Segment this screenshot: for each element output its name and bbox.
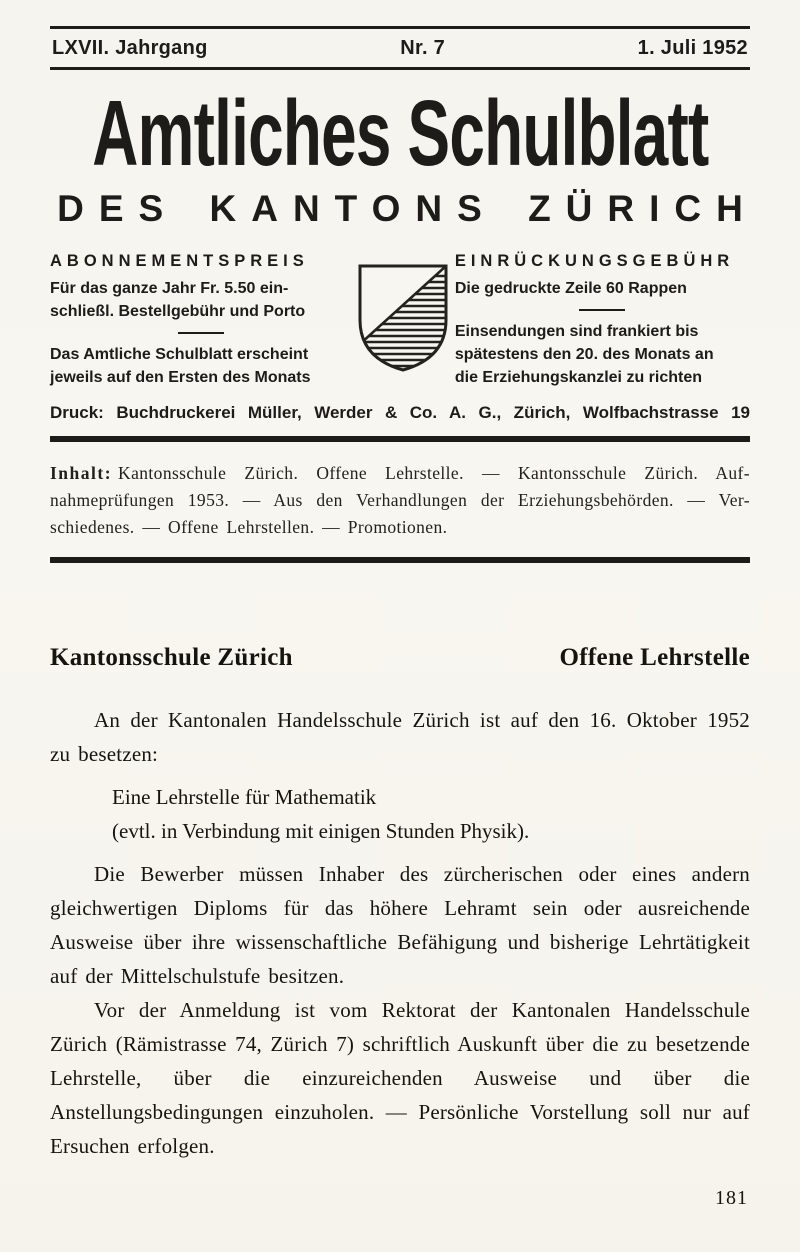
- masthead-info-block: [50, 250, 750, 389]
- vacancy-line-2: (evtl. in Verbindung mit einigen Stunden Physik).: [112, 819, 530, 843]
- info-line: die Erziehungskanzlei zu richten: [454, 369, 703, 386]
- toc-text: Kantonsschule Zürich. Offene Lehrstelle. — Kantonsschule Zürich. Auf-: [118, 463, 750, 483]
- printer-line: Druck: Buchdruckerei Müller, Werder & Co. A. G., Zürich, Wolfbachstrasse 19: [50, 403, 750, 422]
- zurich-coat-of-arms-icon: [353, 262, 453, 374]
- table-of-contents: [50, 460, 750, 541]
- insertion-fee-heading: EINRÜCKUNGSGEBÜHR: [454, 252, 735, 270]
- subscription-info-column: [50, 250, 351, 389]
- toc-line: nahmeprüfungen 1953. — Aus den Verhandlungen der Erziehungsbehörden. — Ver-: [50, 490, 750, 510]
- article-headings-row: [50, 641, 750, 675]
- divider-dash: [178, 332, 224, 334]
- volume-label: LXVII. Jahrgang: [52, 37, 208, 59]
- header-rule: [50, 67, 750, 70]
- vacancy-line-1: Eine Lehrstelle für Mathematik: [112, 785, 377, 809]
- issue-number: Nr. 7: [400, 37, 446, 59]
- body-paragraph-2: Die Bewerber müssen Inhaber des zürcherischen oder eines andern gleichwertigen Diploms für das höhere Lehramt sein oder ausreichende Ausweise über ihre wissenschaftliche Befähigung und bisherige Lehrtätigkeit auf der Mittelschulstufe besitzen.: [50, 862, 750, 988]
- toc-line: schiedenes. — Offene Lehrstellen. — Promotionen.: [50, 517, 448, 537]
- toc-line: [50, 460, 750, 487]
- info-line: schließl. Bestellgebühr und Porto: [50, 303, 306, 320]
- article-section: [50, 641, 750, 1163]
- info-line: Einsendungen sind frankiert bis: [454, 323, 699, 340]
- page-number: 181: [715, 1187, 748, 1209]
- subscription-heading: ABONNEMENTSPREIS: [50, 252, 309, 270]
- masthead-title-wrap: [50, 80, 750, 186]
- masthead-subtitle: DES KANTONS ZÜRICH: [57, 188, 758, 229]
- info-line: Das Amtliche Schulblatt erscheint: [50, 346, 309, 363]
- info-line: spätestens den 20. des Monats an: [454, 346, 714, 363]
- issue-date: 1. Juli 1952: [637, 37, 748, 59]
- masthead-title: Amtliches Schulblatt: [91, 80, 709, 185]
- emblem-wrap: [351, 250, 455, 389]
- divider-dash: [579, 309, 625, 311]
- toc-label: Inhalt:: [50, 463, 113, 483]
- separator-rule-bottom: [50, 557, 750, 563]
- body-paragraph-1: An der Kantonalen Handelsschule Zürich ist auf den 16. Oktober 1952 zu besetzen:: [50, 708, 750, 766]
- article-heading-right: Offene Lehrstelle: [559, 644, 750, 671]
- body-paragraph-3: Vor der Anmeldung ist vom Rektorat der Kantonalen Handelsschule Zürich (Rämistrasse 74, Zürich 7) schriftlich Auskunft über die zu besetzende Lehrstelle, über die einzureichenden Ausweise und über die Anstellungsbedingungen einzuholen. — Persönliche Vorstellung soll nur auf Ersuchen erfolgen.: [50, 998, 750, 1158]
- insertion-fee-column: [455, 250, 750, 389]
- article-heading-left: Kantonsschule Zürich: [50, 644, 293, 671]
- vacancy-block: [112, 780, 750, 848]
- separator-rule-top: [50, 436, 750, 442]
- issue-info-row: [50, 29, 750, 67]
- info-line: jeweils auf den Ersten des Monats: [50, 369, 311, 386]
- info-line: Die gedruckte Zeile 60 Rappen: [454, 280, 687, 297]
- info-line: Für das ganze Jahr Fr. 5.50 ein-: [50, 280, 289, 297]
